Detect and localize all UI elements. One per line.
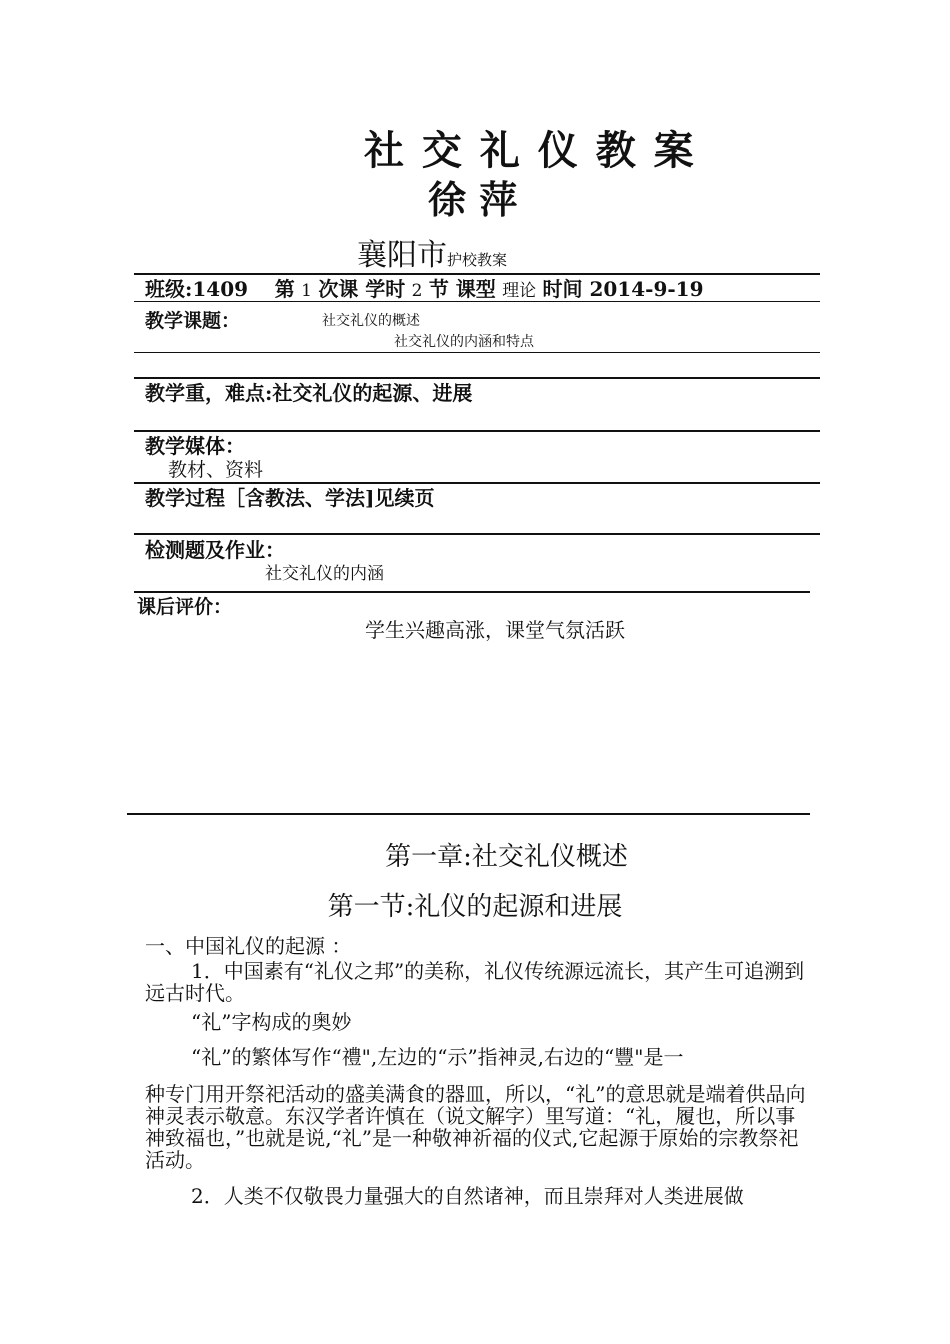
paragraph-2: “礼”字构成的奥妙: [191, 1010, 352, 1034]
key-points: 教学重，难点:社交礼仪的起源、进展: [145, 381, 473, 405]
section-title: 第一节:礼仪的起源和进展: [327, 892, 623, 922]
hours-suffix: 节 课型: [428, 277, 496, 301]
table-bottom-line: [127, 813, 810, 815]
evaluation-value: 学生兴趣高涨，课堂气氛活跃: [365, 618, 625, 642]
homework-top-line: [134, 533, 820, 535]
topic-label: 教学课题：: [145, 310, 241, 332]
session-suffix: 次课 学时: [318, 277, 406, 301]
media-top-line: [134, 430, 820, 432]
time-label: 时间 2014-9-19: [542, 277, 704, 301]
hours-num: 2: [411, 281, 423, 301]
paragraph-4: 2．人类不仅敬畏力量强大的自然诸神，而且崇拜对人类进展做: [191, 1184, 744, 1208]
section-heading: 一、中国礼仪的起源 ：: [145, 934, 352, 958]
topic-line-2: 社交礼仪的内涵和特点: [394, 334, 534, 350]
evaluation-label: 课后评价：: [137, 596, 233, 618]
paragraph-3-body: 种专门用开祭祀活动的盛美满食的器皿，所以，“礼”的意思就是端着供品向神灵表示敬意。东汉学者许慎在（说文解字）里写道：“礼，履也，所以事神致福也，”也就是说,“礼”是一种敬神祈福的仪式,它起源于原始的宗教祭祀活动。: [145, 1082, 806, 1172]
info-row-divider: [134, 301, 820, 302]
table-top-line: [134, 273, 820, 275]
process-top-line: [134, 482, 820, 484]
topic-divider: [134, 352, 820, 353]
paragraph-1: 1．中国素有“礼仪之邦”的美称，礼仪传统源远流长，其产生可追溯到远古时代。: [145, 959, 805, 1005]
evaluation-top-line: [134, 591, 810, 593]
media-value: 教材、资料: [168, 459, 264, 481]
school-name: 护校教案: [447, 251, 508, 269]
info-row: [145, 276, 704, 304]
teaching-process: 教学过程［含教法、学法]见续页: [145, 486, 435, 510]
chapter-title: 第一章:社交礼仪概述: [385, 842, 628, 872]
city-name: 襄阳市: [357, 238, 447, 273]
paragraph-3-first-line: “礼”的繁体写作“禮",左边的“示”指神灵,右边的“豐"是一: [191, 1045, 684, 1069]
keypoints-top-line: [134, 377, 820, 379]
session-prefix: 第: [274, 277, 295, 301]
homework-value: 社交礼仪的内涵: [265, 564, 384, 584]
document-title: 社 交 礼 仪 教 案: [364, 127, 696, 174]
homework-label: 检测题及作业：: [145, 538, 285, 562]
topic-line-1: 社交礼仪的概述: [322, 313, 420, 329]
author-name: 徐 萍: [428, 177, 518, 222]
school-line: [357, 230, 507, 274]
session-num: 1: [301, 281, 312, 301]
type-value: 理论: [502, 281, 537, 301]
media-label: 教学媒体：: [145, 434, 245, 458]
class-label: 班级:1409: [145, 277, 249, 301]
